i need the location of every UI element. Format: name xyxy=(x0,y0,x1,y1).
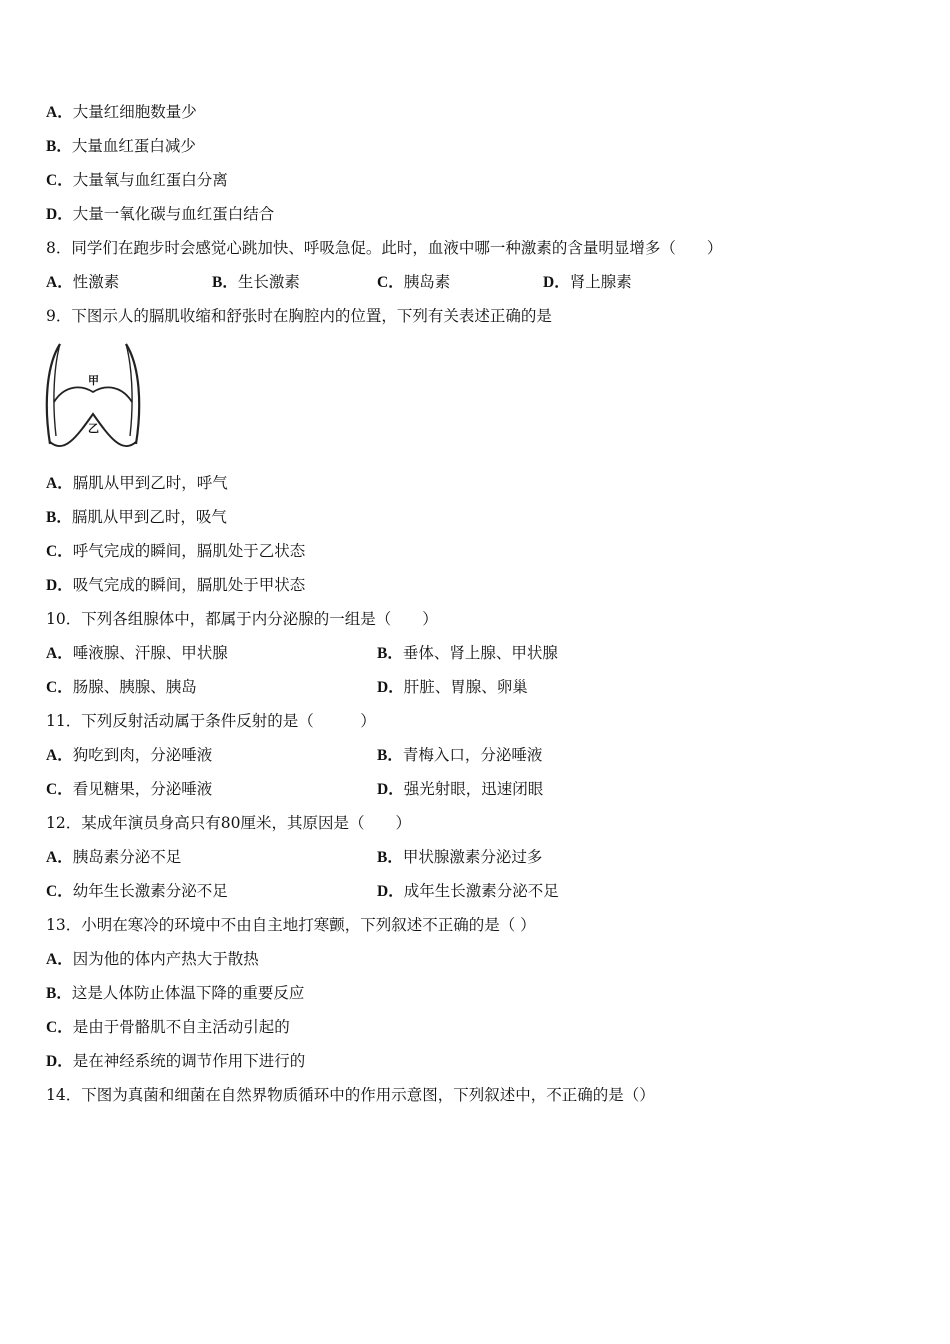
question-9-stem: 9．下图示人的膈肌收缩和舒张时在胸腔内的位置，下列有关表述正确的是 xyxy=(46,307,552,325)
option-b xyxy=(46,983,304,1004)
option-text: 生长激素 xyxy=(237,273,300,291)
option-c xyxy=(46,677,197,698)
option-c xyxy=(46,881,228,902)
option-b xyxy=(46,136,196,157)
option-letter: D． xyxy=(46,206,73,223)
option-text: 大量红细胞数量少 xyxy=(72,103,197,121)
chest-wall-right-inner xyxy=(126,344,132,436)
option-text: 大量一氧化碳与血红蛋白结合 xyxy=(72,205,275,223)
option-text: 是由于骨骼肌不自主活动引起的 xyxy=(72,1018,290,1036)
question-14-stem: 14．下图为真菌和细菌在自然界物质循环中的作用示意图，下列叙述中，不正确的是（） xyxy=(46,1086,655,1104)
option-d xyxy=(46,575,305,596)
option-letter: C． xyxy=(46,781,73,798)
question-11-options-row1 xyxy=(46,745,906,765)
option-letter: B． xyxy=(212,274,238,291)
option-letter: D． xyxy=(377,679,404,696)
option-b xyxy=(377,643,558,664)
option-a xyxy=(46,643,228,664)
option-text: 膈肌从甲到乙时，吸气 xyxy=(71,508,227,526)
option-letter: D． xyxy=(543,274,570,291)
question-10-options-row1 xyxy=(46,643,906,663)
option-a xyxy=(46,949,259,970)
option-letter: C． xyxy=(46,883,73,900)
option-text: 这是人体防止体温下降的重要反应 xyxy=(71,984,305,1002)
option-text: 肠腺、胰腺、胰岛 xyxy=(72,678,197,696)
question-8-options xyxy=(46,272,906,292)
question-11-options-row2 xyxy=(46,779,906,799)
option-letter: B． xyxy=(46,509,72,526)
label-yi: 乙 xyxy=(88,422,99,435)
option-text: 甲状腺激素分泌过多 xyxy=(402,848,543,866)
option-text: 幼年生长激素分泌不足 xyxy=(72,882,228,900)
option-letter: D． xyxy=(46,577,73,594)
option-text: 狗吃到肉，分泌唾液 xyxy=(72,746,213,764)
option-letter: C． xyxy=(46,679,73,696)
question-13-stem: 13．小明在寒冷的环境中不由自主地打寒颤，下列叙述不正确的是（ ） xyxy=(46,916,536,934)
option-text: 肾上腺素 xyxy=(569,273,632,291)
option-letter: A． xyxy=(46,274,73,291)
option-text: 肝脏、胃腺、卵巢 xyxy=(403,678,528,696)
option-text: 膈肌从甲到乙时，呼气 xyxy=(72,474,228,492)
option-text: 性激素 xyxy=(72,273,120,291)
option-c xyxy=(377,272,450,293)
option-d xyxy=(46,1051,305,1072)
option-text: 看见糖果，分泌唾液 xyxy=(72,780,213,798)
option-c xyxy=(46,779,212,800)
option-c xyxy=(46,541,305,562)
option-text: 垂体、肾上腺、甲状腺 xyxy=(402,644,558,662)
option-a xyxy=(46,272,119,293)
option-a xyxy=(46,102,197,123)
option-letter: C． xyxy=(46,172,73,189)
option-letter: D． xyxy=(46,1053,73,1070)
option-b xyxy=(377,847,542,868)
option-text: 胰岛素分泌不足 xyxy=(72,848,182,866)
option-letter: D． xyxy=(377,883,404,900)
option-letter: A． xyxy=(46,849,73,866)
diaphragm-diagram xyxy=(42,336,144,454)
option-d xyxy=(543,272,632,293)
option-text: 呼气完成的瞬间，膈肌处于乙状态 xyxy=(72,542,306,560)
option-text: 成年生长激素分泌不足 xyxy=(403,882,559,900)
option-b xyxy=(212,272,300,293)
option-letter: D． xyxy=(377,781,404,798)
option-a xyxy=(46,745,212,766)
option-letter: A． xyxy=(46,951,73,968)
option-c xyxy=(46,170,228,191)
option-a xyxy=(46,847,181,868)
option-letter: B． xyxy=(377,849,403,866)
option-c xyxy=(46,1017,290,1038)
option-b xyxy=(46,507,227,528)
option-d xyxy=(46,204,274,225)
question-10-options-row2 xyxy=(46,677,906,697)
diaphragm-figure xyxy=(42,336,144,454)
option-letter: B． xyxy=(46,985,72,1002)
option-text: 胰岛素 xyxy=(403,273,451,291)
option-text: 大量氧与血红蛋白分离 xyxy=(72,171,228,189)
chest-wall-left-inner xyxy=(54,344,60,436)
option-text: 大量血红蛋白减少 xyxy=(71,137,196,155)
option-a xyxy=(46,473,228,494)
option-letter: B． xyxy=(46,138,72,155)
diaphragm-upper xyxy=(54,387,132,402)
option-text: 唾液腺、汗腺、甲状腺 xyxy=(72,644,228,662)
option-letter: C． xyxy=(46,543,73,560)
option-letter: C． xyxy=(46,1019,73,1036)
option-text: 强光射眼，迅速闭眼 xyxy=(403,780,544,798)
option-text: 吸气完成的瞬间，膈肌处于甲状态 xyxy=(72,576,306,594)
option-letter: A． xyxy=(46,747,73,764)
option-letter: A． xyxy=(46,475,73,492)
question-8-stem: 8．同学们在跑步时会感觉心跳加快、呼吸急促。此时，血液中哪一种激素的含量明显增多（ ） xyxy=(46,239,723,257)
option-text: 青梅入口，分泌唾液 xyxy=(402,746,543,764)
option-d xyxy=(377,677,528,698)
option-letter: B． xyxy=(377,645,403,662)
question-12-options-row2 xyxy=(46,881,906,901)
option-d xyxy=(377,779,543,800)
option-d xyxy=(377,881,559,902)
option-letter: C． xyxy=(377,274,404,291)
label-jia: 甲 xyxy=(88,374,99,387)
question-12-stem: 12．某成年演员身高只有80厘米，其原因是（ ） xyxy=(46,814,411,832)
option-letter: A． xyxy=(46,104,73,121)
option-letter: A． xyxy=(46,645,73,662)
question-11-stem: 11．下列反射活动属于条件反射的是（ ） xyxy=(46,712,376,730)
option-text: 是在神经系统的调节作用下进行的 xyxy=(72,1052,306,1070)
question-12-options-row1 xyxy=(46,847,906,867)
option-letter: B． xyxy=(377,747,403,764)
option-text: 因为他的体内产热大于散热 xyxy=(72,950,259,968)
question-10-stem: 10．下列各组腺体中，都属于内分泌腺的一组是（ ） xyxy=(46,610,438,628)
option-b xyxy=(377,745,542,766)
